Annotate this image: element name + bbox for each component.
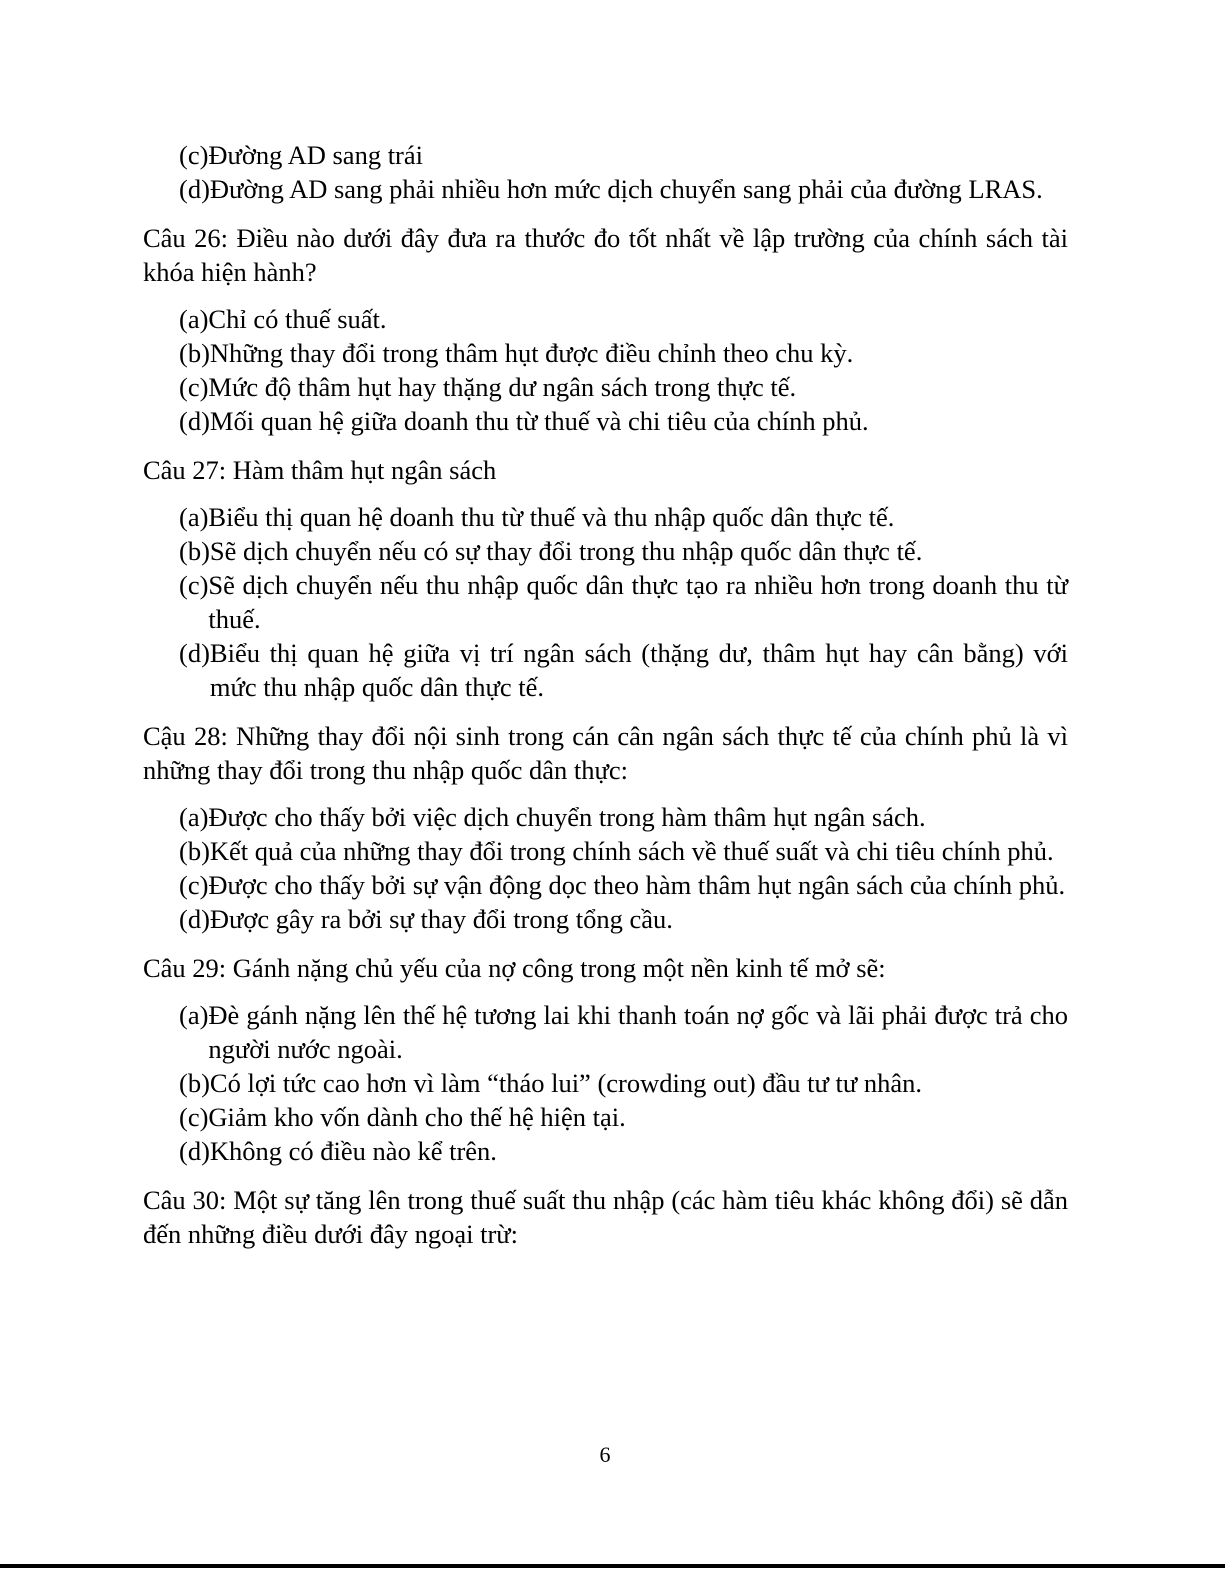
option-label: (d) xyxy=(179,638,210,668)
option-item xyxy=(179,1066,1068,1100)
option-text: Mối quan hệ giữa doanh thu từ thuế và chi tiêu của chính phủ. xyxy=(209,406,869,436)
option-label: (a) xyxy=(179,502,209,532)
options-question-26 xyxy=(143,302,1068,438)
option-item xyxy=(179,834,1068,868)
question-28: Cậu 28: Những thay đổi nội sinh trong cán cân ngân sách thực tế của chính phủ là vì những thay đổi trong thu nhập quốc dân thực: xyxy=(143,721,1068,785)
option-item xyxy=(179,534,1068,568)
option-item xyxy=(179,568,1068,636)
option-item xyxy=(179,636,1068,704)
option-text: Kết quả của những thay đổi trong chính sách về thuế suất và chi tiêu chính phủ. xyxy=(209,836,1054,866)
option-label: (a) xyxy=(179,802,209,832)
option-text: Được cho thấy bởi việc dịch chuyển trong hàm thâm hụt ngân sách. xyxy=(208,802,926,832)
option-label: (c) xyxy=(179,570,209,600)
option-label: (b) xyxy=(179,836,210,866)
option-label: (c) xyxy=(179,870,209,900)
option-text: Được gây ra bởi sự thay đổi trong tổng cầu. xyxy=(209,904,673,934)
option-text: Có lợi tức cao hơn vì làm “tháo lui” (crowding out) đầu tư tư nhân. xyxy=(209,1068,923,1098)
question-29: Câu 29: Gánh nặng chủ yếu của nợ công trong một nền kinh tế mở sẽ: xyxy=(143,953,886,983)
option-item xyxy=(179,902,1068,936)
option-item xyxy=(179,800,1068,834)
option-text: Không có điều nào kể trên. xyxy=(209,1136,497,1166)
option-text: Đè gánh nặng lên thế hệ tương lai khi thanh toán nợ gốc và lãi phải được trả cho người nước ngoài. xyxy=(208,1000,1068,1064)
option-item xyxy=(179,868,1068,902)
option-text: Sẽ dịch chuyển nếu có sự thay đổi trong thu nhập quốc dân thực tế. xyxy=(209,536,923,566)
option-text: Biểu thị quan hệ doanh thu từ thuế và thu nhập quốc dân thực tế. xyxy=(208,502,895,532)
option-text: Những thay đổi trong thâm hụt được điều chỉnh theo chu kỳ. xyxy=(209,338,854,368)
question-30: Câu 30: Một sự tăng lên trong thuế suất thu nhập (các hàm tiêu khác không đổi) sẽ dẫn đến những điều dưới đây ngoại trừ: xyxy=(143,1185,1068,1249)
option-label: (b) xyxy=(179,536,210,566)
option-text: Chỉ có thuế suất. xyxy=(208,304,387,334)
question-27: Câu 27: Hàm thâm hụt ngân sách xyxy=(143,455,497,485)
option-text: Mức độ thâm hụt hay thặng dư ngân sách trong thực tế. xyxy=(208,372,797,402)
option-label: (c) xyxy=(179,372,209,402)
option-item xyxy=(179,302,1068,336)
carryover-options xyxy=(143,138,1068,206)
option-item xyxy=(179,1134,1068,1168)
option-label: (a) xyxy=(179,1000,209,1030)
option-label: (c) xyxy=(179,1102,209,1132)
option-item xyxy=(179,1100,1068,1134)
option-text: Giảm kho vốn dành cho thế hệ hiện tại. xyxy=(208,1102,626,1132)
option-label: (d) xyxy=(179,904,210,934)
options-question-27 xyxy=(143,500,1068,704)
option-item xyxy=(179,336,1068,370)
option-item xyxy=(179,500,1068,534)
page-content xyxy=(143,138,1068,1251)
option-text: Sẽ dịch chuyển nếu thu nhập quốc dân thực tạo ra nhiều hơn trong doanh thu từ thuế. xyxy=(208,570,1068,634)
option-label: (d) xyxy=(179,174,210,204)
option-item xyxy=(179,404,1068,438)
option-item xyxy=(179,370,1068,404)
options-question-28 xyxy=(143,800,1068,936)
option-label: (c) xyxy=(179,140,209,170)
option-label: (d) xyxy=(179,406,210,436)
option-item xyxy=(179,172,1068,206)
option-text: Đường AD sang phải nhiều hơn mức dịch chuyển sang phải của đường LRAS. xyxy=(209,174,1043,204)
question-26: Câu 26: Điều nào dưới đây đưa ra thước đo tốt nhất về lập trường của chính sách tài khóa hiện hành? xyxy=(143,223,1068,287)
option-text: Được cho thấy bởi sự vận động dọc theo hàm thâm hụt ngân sách của chính phủ. xyxy=(208,870,1066,900)
option-label: (a) xyxy=(179,304,209,334)
option-text: Đường AD sang trái xyxy=(208,140,424,170)
option-label: (b) xyxy=(179,1068,210,1098)
bottom-divider xyxy=(0,1564,1225,1568)
option-label: (b) xyxy=(179,338,210,368)
options-question-29 xyxy=(143,998,1068,1168)
page-number: 6 xyxy=(599,1442,611,1467)
option-text: Biểu thị quan hệ giữa vị trí ngân sách (thặng dư, thâm hụt hay cân bằng) với mức thu nhập quốc dân thực tế. xyxy=(209,638,1068,702)
option-item xyxy=(179,998,1068,1066)
option-item xyxy=(179,138,1068,172)
option-label: (d) xyxy=(179,1136,210,1166)
